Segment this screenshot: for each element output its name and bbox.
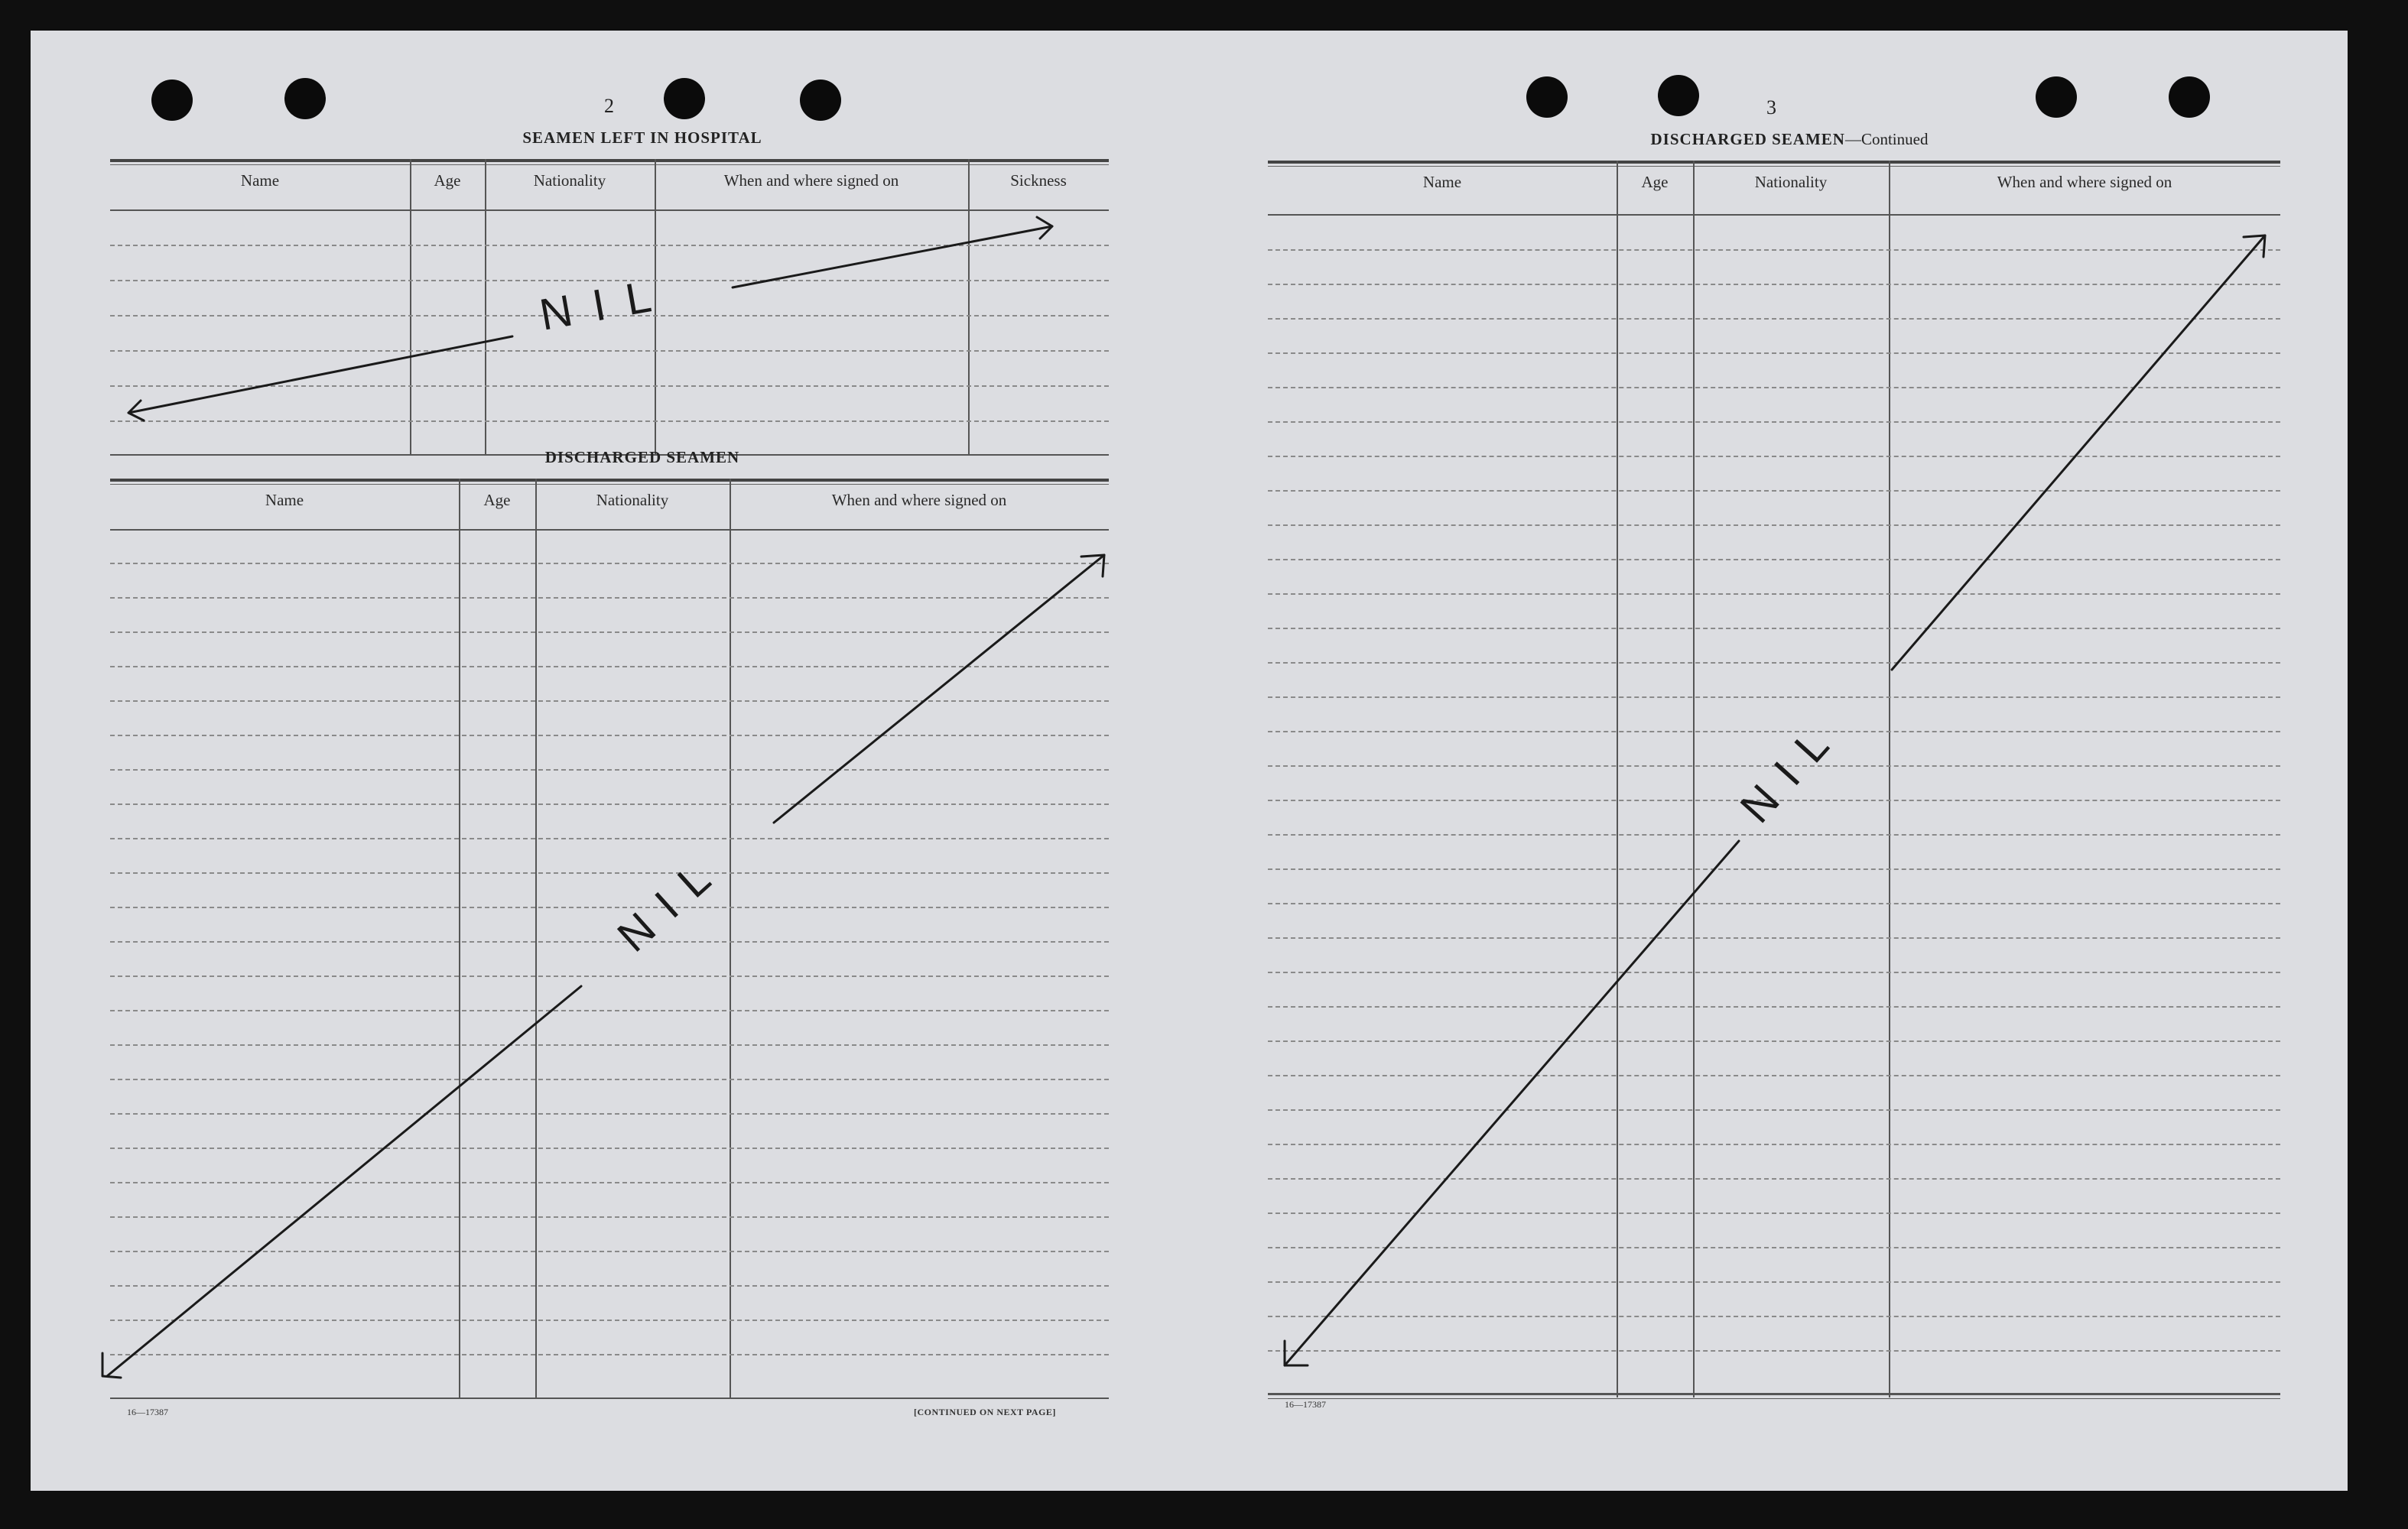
- handwritten-annotations: [31, 31, 2348, 1491]
- col-header-age: Age: [1641, 173, 1669, 191]
- col-header-signed-on: When and where signed on: [831, 491, 1007, 509]
- col-header-name: Name: [240, 171, 280, 190]
- continued-note: [CONTINUED ON NEXT PAGE]: [914, 1407, 1056, 1417]
- strike-arrow-line: [1285, 841, 1739, 1365]
- strike-arrow-line: [774, 555, 1104, 823]
- title-suffix: —Continued: [1844, 130, 1929, 148]
- strike-arrow-line: [107, 986, 581, 1376]
- col-header-name: Name: [1422, 173, 1462, 191]
- handwritten-nil: NIL: [1730, 706, 1851, 833]
- col-header-age: Age: [434, 171, 461, 190]
- col-header-nationality: Nationality: [1754, 173, 1828, 191]
- page-number: 3: [1766, 96, 1776, 118]
- form-number: 16—17387: [1285, 1399, 1326, 1410]
- col-header-sickness: Sickness: [1010, 171, 1067, 190]
- handwritten-nil: NIL: [535, 268, 676, 340]
- arrowhead: [102, 1353, 121, 1378]
- strike-arrow-line: [128, 336, 512, 413]
- title-main: DISCHARGED SEAMEN: [1650, 130, 1845, 148]
- discharged-section-title: DISCHARGED SEAMEN: [544, 448, 740, 466]
- page-number: 2: [604, 95, 614, 117]
- col-header-nationality: Nationality: [596, 491, 669, 509]
- hospital-section-title: SEAMEN LEFT IN HOSPITAL: [522, 128, 762, 147]
- strike-arrow-line: [733, 226, 1052, 287]
- form-number: 16—17387: [127, 1407, 168, 1417]
- col-header-age: Age: [483, 491, 511, 509]
- handwritten-nil: NIL: [608, 841, 734, 962]
- strike-arrow-line: [1892, 235, 2265, 670]
- col-header-signed-on: When and where signed on: [723, 171, 899, 190]
- document-sheet: [31, 31, 2348, 1491]
- col-header-signed-on: When and where signed on: [1997, 173, 2172, 191]
- col-header-name: Name: [265, 491, 304, 509]
- col-header-nationality: Nationality: [533, 171, 606, 190]
